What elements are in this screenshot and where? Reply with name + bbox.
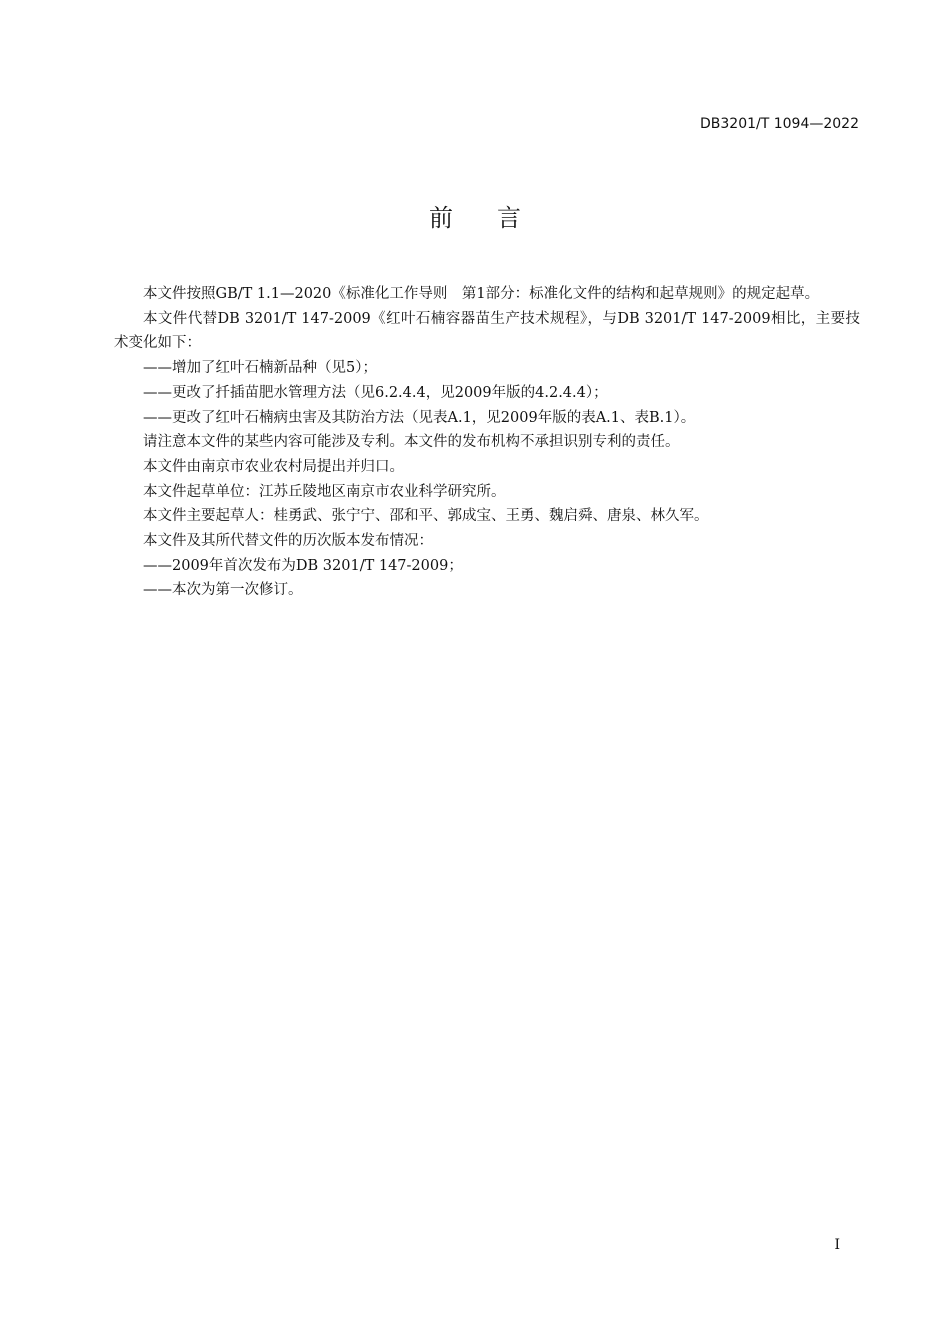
paragraph-proposer: 本文件由南京市农业农村局提出并归口。 bbox=[143, 458, 404, 475]
document-body bbox=[114, 282, 860, 603]
change-item: ——更改了扦插苗肥水管理方法（见6.2.4.4，见2009年版的4.2.4.4）； bbox=[143, 384, 608, 401]
page-number: I bbox=[834, 1237, 840, 1253]
paragraph-patent-notice: 请注意本文件的某些内容可能涉及专利。本文件的发布机构不承担识别专利的责任。 bbox=[143, 434, 680, 451]
paragraph-drafters: 本文件主要起草人：桂勇武、张宁宁、邵和平、郭成宝、王勇、魏启舜、唐泉、林久军。 bbox=[143, 508, 709, 525]
paragraph-replacement: 本文件代替DB 3201/T 147-2009《红叶石楠容器苗生产技术规程》，与DB 3201/T 147-2009相比，主要技术变化如下： bbox=[114, 310, 860, 352]
document-code: DB3201/T 1094—2022 bbox=[700, 116, 859, 132]
paragraph-drafting-rules: 本文件按照GB/T 1.1—2020《标准化工作导则 第1部分：标准化文件的结构和起草规则》的规定起草。 bbox=[143, 286, 820, 302]
history-item: ——本次为第一次修订。 bbox=[143, 582, 303, 599]
history-item: ——2009年首次发布为DB 3201/T 147-2009； bbox=[143, 557, 463, 574]
change-item: ——更改了红叶石楠病虫害及其防治方法（见表A.1，见2009年版的表A.1、表B.1）。 bbox=[143, 409, 696, 426]
change-item: ——增加了红叶石楠新品种（见5）； bbox=[143, 360, 377, 377]
paragraph-drafting-unit: 本文件起草单位：江苏丘陵地区南京市农业科学研究所。 bbox=[143, 483, 506, 500]
paragraph-version-history: 本文件及其所代替文件的历次版本发布情况： bbox=[143, 533, 433, 550]
page-title: 前言 bbox=[429, 204, 565, 232]
